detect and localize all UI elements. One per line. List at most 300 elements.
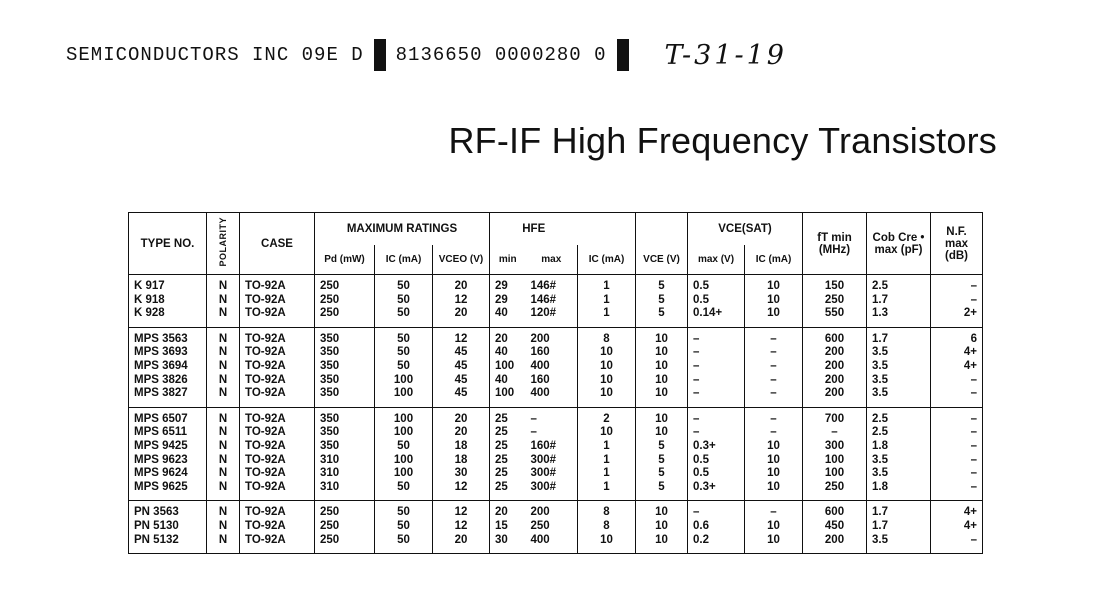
- cell-value: N: [218, 453, 228, 466]
- cell-value: 5: [658, 453, 665, 466]
- cell-value: 50: [397, 506, 410, 519]
- cell-value: –: [693, 332, 700, 345]
- cell-ic: [375, 407, 433, 501]
- cell-value: N: [218, 533, 228, 546]
- cell-value: 250: [320, 293, 340, 306]
- table-row: [129, 407, 983, 501]
- cell-hmax: [526, 327, 578, 407]
- cell-value: 10: [767, 293, 780, 306]
- cell-value: TO-92A: [245, 293, 286, 306]
- cell-value: 10: [767, 467, 780, 480]
- cell-value: MPS 3563: [134, 332, 188, 345]
- cell-value: 10: [767, 307, 780, 320]
- cell-nf: [931, 327, 983, 407]
- cell-type: [129, 501, 207, 554]
- cell-value: 20: [454, 412, 468, 425]
- cell-value: 2: [603, 412, 610, 425]
- cell-hic: [578, 501, 636, 554]
- cell-value: 40: [495, 373, 508, 386]
- cell-value: PN 5132: [134, 533, 179, 546]
- header-nf: N.F. max (dB): [931, 213, 983, 275]
- cell-value: 200: [824, 387, 845, 400]
- cell-value: 8: [603, 506, 610, 519]
- cell-ft: [803, 275, 867, 328]
- cell-smax: [688, 327, 745, 407]
- cell-value: –: [770, 346, 777, 359]
- cell-value: N: [218, 359, 228, 372]
- cell-value: –: [970, 387, 977, 400]
- cell-value: 350: [320, 373, 340, 386]
- cell-hmin: [490, 275, 526, 328]
- cell-value: 1: [603, 293, 610, 306]
- cell-value: N: [218, 467, 228, 480]
- cell-value: 30: [495, 533, 508, 546]
- cell-value: 15: [495, 519, 508, 532]
- cell-value: 20: [495, 332, 508, 345]
- header-vcesat-ic: IC (mA): [745, 245, 803, 275]
- cell-value: TO-92A: [245, 480, 286, 493]
- cell-smax: [688, 407, 745, 501]
- cell-value: N: [218, 293, 228, 306]
- cell-value: 50: [397, 533, 410, 546]
- cell-nf: [931, 275, 983, 328]
- cell-value: N: [218, 387, 228, 400]
- cell-value: 450: [824, 519, 845, 532]
- cell-value: 10: [767, 439, 780, 452]
- black-bar: [374, 39, 386, 71]
- cell-value: 10: [655, 506, 668, 519]
- cell-value: 50: [397, 359, 410, 372]
- cell-value: 1: [603, 467, 610, 480]
- cell-value: 40: [495, 307, 508, 320]
- cell-value: 1.7: [872, 293, 888, 306]
- cell-value: –: [693, 346, 700, 359]
- cell-pd: [315, 327, 375, 407]
- cell-value: MPS 9425: [134, 439, 188, 452]
- cell-value: –: [770, 506, 777, 519]
- cell-value: 120#: [530, 307, 557, 320]
- cell-value: 10: [655, 533, 668, 546]
- cell-value: 10: [767, 280, 780, 292]
- cell-value: –: [970, 412, 977, 425]
- cell-value: MPS 9623: [134, 453, 188, 466]
- cell-value: 1: [603, 280, 610, 292]
- cell-value: 1: [603, 439, 610, 452]
- cell-ft: [803, 327, 867, 407]
- table-row: [129, 501, 983, 554]
- cell-value: 50: [397, 280, 410, 292]
- cell-value: TO-92A: [245, 506, 286, 519]
- cell-value: TO-92A: [245, 359, 286, 372]
- cell-ft: [803, 407, 867, 501]
- cell-value: TO-92A: [245, 387, 286, 400]
- cell-value: 45: [454, 387, 468, 400]
- cell-value: 12: [454, 519, 468, 532]
- cell-hmin: [490, 407, 526, 501]
- cell-value: 45: [454, 346, 468, 359]
- cell-value: 0.3+: [693, 439, 716, 452]
- cell-pd: [315, 501, 375, 554]
- cell-value: 10: [655, 387, 668, 400]
- cell-value: TO-92A: [245, 533, 286, 546]
- cell-value: 45: [454, 373, 468, 386]
- cell-value: 250: [320, 307, 340, 320]
- cell-ic: [375, 501, 433, 554]
- cell-value: 250: [320, 506, 340, 519]
- black-bar: [617, 39, 629, 71]
- cell-value: 100: [824, 453, 845, 466]
- cell-value: 4+: [963, 506, 977, 519]
- cell-value: 200: [824, 346, 845, 359]
- header-hfe-vce: VCE (V): [636, 245, 688, 275]
- handwritten-note: T-31-19: [664, 39, 787, 71]
- transistor-table: [128, 212, 983, 554]
- cell-value: –: [970, 373, 977, 386]
- cell-pol: [207, 407, 240, 501]
- cell-value: TO-92A: [245, 280, 286, 292]
- cell-value: 1.3: [872, 307, 888, 320]
- cell-value: 350: [320, 426, 340, 439]
- cell-value: 50: [397, 293, 410, 306]
- cell-value: 25: [495, 439, 508, 452]
- cell-value: N: [218, 332, 228, 345]
- cell-hic: [578, 407, 636, 501]
- cell-value: 0.6: [693, 519, 709, 532]
- cell-value: K 918: [134, 293, 165, 306]
- cell-smax: [688, 501, 745, 554]
- cell-value: 200: [824, 373, 845, 386]
- cell-value: 45: [454, 359, 468, 372]
- cell-value: 0.5: [693, 453, 709, 466]
- cell-hvce: [636, 501, 688, 554]
- cell-value: 200: [530, 332, 550, 345]
- cell-value: N: [218, 373, 228, 386]
- cell-value: 160: [530, 346, 550, 359]
- cell-value: –: [693, 359, 700, 372]
- cell-value: 12: [454, 506, 468, 519]
- cell-value: 12: [454, 332, 468, 345]
- header-vcesat: VCE(SAT): [688, 213, 803, 245]
- cell-value: N: [218, 506, 228, 519]
- cell-value: –: [970, 453, 977, 466]
- cell-value: 3.5: [872, 533, 888, 546]
- cell-value: 2.5: [872, 412, 888, 425]
- cell-value: 150: [824, 280, 845, 292]
- cell-sic: [745, 327, 803, 407]
- cell-value: 5: [658, 467, 665, 480]
- cell-value: –: [770, 387, 777, 400]
- header-case: CASE: [240, 213, 315, 275]
- cell-value: 1: [603, 307, 610, 320]
- cell-value: 300: [824, 439, 845, 452]
- cell-value: 8: [603, 519, 610, 532]
- cell-sic: [745, 407, 803, 501]
- cell-value: 5: [658, 480, 665, 493]
- cell-hmax: [526, 407, 578, 501]
- cell-value: 4+: [963, 346, 977, 359]
- cell-value: N: [218, 307, 228, 320]
- cell-value: 3.5: [872, 346, 888, 359]
- cell-value: 18: [454, 439, 468, 452]
- cell-value: –: [970, 439, 977, 452]
- header-pd: Pd (mW): [315, 245, 375, 275]
- cell-value: 5: [658, 280, 665, 292]
- cell-case: [240, 327, 315, 407]
- cell-value: 100: [393, 412, 414, 425]
- cell-value: 8: [603, 332, 610, 345]
- cell-value: 0.2: [693, 533, 709, 546]
- cell-case: [240, 407, 315, 501]
- cell-value: –: [970, 480, 977, 493]
- cell-case: [240, 275, 315, 328]
- cell-value: 0.3+: [693, 480, 716, 493]
- cell-pd: [315, 407, 375, 501]
- cell-value: 3.5: [872, 387, 888, 400]
- cell-value: 300#: [530, 453, 557, 466]
- cell-value: 600: [824, 506, 845, 519]
- cell-value: 160#: [530, 439, 557, 452]
- cell-value: 310: [320, 480, 340, 493]
- cell-cob: [867, 407, 931, 501]
- cell-value: –: [970, 467, 977, 480]
- cell-value: 350: [320, 412, 340, 425]
- cell-value: 200: [824, 359, 845, 372]
- cell-value: PN 5130: [134, 519, 179, 532]
- cell-nf: [931, 501, 983, 554]
- cell-value: 10: [655, 426, 668, 439]
- cell-value: N: [218, 480, 228, 493]
- cell-value: TO-92A: [245, 346, 286, 359]
- cell-value: TO-92A: [245, 307, 286, 320]
- cell-vceo: [433, 407, 490, 501]
- cell-hvce: [636, 407, 688, 501]
- cell-value: 0.5: [693, 467, 709, 480]
- cell-value: 0.14+: [693, 307, 723, 320]
- cell-value: 0.5: [693, 280, 709, 292]
- header-vcesat-max: max (V): [688, 245, 745, 275]
- cell-value: 250: [320, 280, 340, 292]
- cell-value: 10: [655, 332, 668, 345]
- cell-value: 100: [393, 453, 414, 466]
- cell-value: 50: [397, 332, 410, 345]
- cell-value: 10: [600, 387, 613, 400]
- cell-value: 1.8: [872, 480, 888, 493]
- cell-value: 4+: [963, 359, 977, 372]
- cell-value: TO-92A: [245, 373, 286, 386]
- cell-hic: [578, 327, 636, 407]
- cell-value: 10: [655, 359, 668, 372]
- cell-value: 10: [767, 533, 780, 546]
- cell-value: –: [693, 412, 700, 425]
- page-title: RF-IF High Frequency Transistors: [448, 120, 997, 161]
- cell-value: 400: [530, 533, 550, 546]
- cell-value: 10: [655, 412, 668, 425]
- cell-value: 1.7: [872, 332, 888, 345]
- document-header: [66, 40, 787, 70]
- header-hfe-ic: IC (mA): [578, 245, 636, 275]
- cell-value: 20: [454, 426, 468, 439]
- cell-value: –: [770, 412, 777, 425]
- header-max-ratings: MAXIMUM RATINGS: [315, 213, 490, 245]
- cell-value: 2+: [963, 307, 977, 320]
- cell-value: N: [218, 280, 228, 292]
- cell-hvce: [636, 327, 688, 407]
- cell-value: 50: [397, 307, 410, 320]
- cell-value: MPS 9624: [134, 467, 188, 480]
- cell-value: MPS 9625: [134, 480, 188, 493]
- cell-value: –: [693, 506, 700, 519]
- table-row: [129, 275, 983, 328]
- cell-vceo: [433, 275, 490, 328]
- cell-value: 30: [454, 467, 468, 480]
- cell-value: 20: [454, 280, 468, 292]
- cell-value: 100: [393, 426, 414, 439]
- cell-value: MPS 3826: [134, 373, 188, 386]
- code-line: 8136650 0000280 0: [395, 44, 607, 66]
- cell-value: 25: [495, 453, 508, 466]
- cell-value: 100: [393, 387, 414, 400]
- header-cob: Cob Cre • max (pF): [867, 213, 931, 275]
- cell-value: 40: [495, 346, 508, 359]
- cell-value: 10: [767, 480, 780, 493]
- cell-value: 250: [320, 519, 340, 532]
- cell-hmax: [526, 501, 578, 554]
- cell-value: 146#: [530, 280, 557, 292]
- cell-value: 1.7: [872, 506, 888, 519]
- cell-value: –: [770, 426, 777, 439]
- cell-value: 146#: [530, 293, 557, 306]
- cell-vceo: [433, 501, 490, 554]
- cell-value: 50: [397, 346, 410, 359]
- cell-value: 350: [320, 439, 340, 452]
- cell-nf: [931, 407, 983, 501]
- cell-value: 20: [454, 307, 468, 320]
- cell-value: 2.5: [872, 426, 888, 439]
- cell-value: 10: [767, 453, 780, 466]
- cell-value: –: [530, 426, 537, 439]
- cell-value: 25: [495, 412, 508, 425]
- cell-value: –: [770, 373, 777, 386]
- cell-cob: [867, 275, 931, 328]
- cell-value: TO-92A: [245, 453, 286, 466]
- cell-value: 160: [530, 373, 550, 386]
- cell-value: 1: [603, 453, 610, 466]
- cell-value: K 928: [134, 307, 165, 320]
- cell-value: –: [970, 533, 977, 546]
- cell-value: 4+: [963, 519, 977, 532]
- cell-value: N: [218, 519, 228, 532]
- cell-value: 1.8: [872, 439, 888, 452]
- cell-value: 100: [495, 359, 515, 372]
- header-type: TYPE NO.: [129, 213, 207, 275]
- cell-value: 100: [495, 387, 515, 400]
- cell-value: PN 3563: [134, 506, 179, 519]
- header-hfe-min: min: [490, 245, 526, 275]
- cell-value: 100: [393, 467, 414, 480]
- header-hfe-max: max: [526, 245, 578, 275]
- cell-value: 200: [824, 533, 845, 546]
- cell-hmax: [526, 275, 578, 328]
- header-vceo: VCEO (V): [433, 245, 490, 275]
- company-line: SEMICONDUCTORS INC 09E D: [66, 44, 364, 66]
- cell-cob: [867, 501, 931, 554]
- cell-value: 1.7: [872, 519, 888, 532]
- cell-type: [129, 407, 207, 501]
- cell-value: TO-92A: [245, 439, 286, 452]
- cell-value: 100: [824, 467, 845, 480]
- cell-value: TO-92A: [245, 426, 286, 439]
- cell-value: 700: [824, 412, 845, 425]
- cell-value: –: [970, 280, 977, 292]
- cell-value: 10: [655, 519, 668, 532]
- cell-value: 600: [824, 332, 845, 345]
- cell-value: 29: [495, 280, 508, 292]
- cell-value: 18: [454, 453, 468, 466]
- cell-value: 250: [530, 519, 550, 532]
- cell-value: 1: [603, 480, 610, 493]
- cell-value: 400: [530, 387, 550, 400]
- cell-value: N: [218, 412, 228, 425]
- cell-value: 5: [658, 307, 665, 320]
- cell-value: 12: [454, 293, 468, 306]
- cell-value: N: [218, 439, 228, 452]
- cell-type: [129, 275, 207, 328]
- cell-value: K 917: [134, 280, 165, 292]
- header-hfe: HFE: [490, 213, 578, 245]
- cell-value: 5: [658, 439, 665, 452]
- cell-type: [129, 327, 207, 407]
- cell-value: TO-92A: [245, 332, 286, 345]
- cell-value: 10: [600, 373, 613, 386]
- cell-case: [240, 501, 315, 554]
- cell-value: 3.5: [872, 453, 888, 466]
- cell-value: 5: [658, 293, 665, 306]
- cell-value: –: [693, 426, 700, 439]
- cell-value: TO-92A: [245, 412, 286, 425]
- cell-value: 310: [320, 453, 340, 466]
- header-polarity: POLARITY: [207, 213, 240, 275]
- cell-value: 50: [397, 439, 410, 452]
- cell-value: –: [970, 293, 977, 306]
- cell-ic: [375, 327, 433, 407]
- cell-hmin: [490, 501, 526, 554]
- cell-value: –: [831, 426, 838, 439]
- cell-sic: [745, 275, 803, 328]
- cell-value: 350: [320, 359, 340, 372]
- cell-value: 250: [320, 533, 340, 546]
- cell-value: 10: [600, 346, 613, 359]
- cell-value: 25: [495, 480, 508, 493]
- header-ic: IC (mA): [375, 245, 433, 275]
- cell-value: MPS 3827: [134, 387, 188, 400]
- cell-value: 300#: [530, 467, 557, 480]
- cell-hvce: [636, 275, 688, 328]
- cell-value: MPS 6511: [134, 426, 188, 439]
- cell-value: 20: [495, 506, 508, 519]
- cell-smax: [688, 275, 745, 328]
- cell-value: 50: [397, 519, 410, 532]
- cell-value: TO-92A: [245, 467, 286, 480]
- cell-value: 12: [454, 480, 468, 493]
- cell-value: 3.5: [872, 359, 888, 372]
- cell-hmin: [490, 327, 526, 407]
- cell-value: 10: [600, 359, 613, 372]
- cell-value: 0.5: [693, 293, 709, 306]
- cell-value: –: [770, 359, 777, 372]
- cell-sic: [745, 501, 803, 554]
- cell-value: 10: [767, 519, 780, 532]
- cell-value: 25: [495, 426, 508, 439]
